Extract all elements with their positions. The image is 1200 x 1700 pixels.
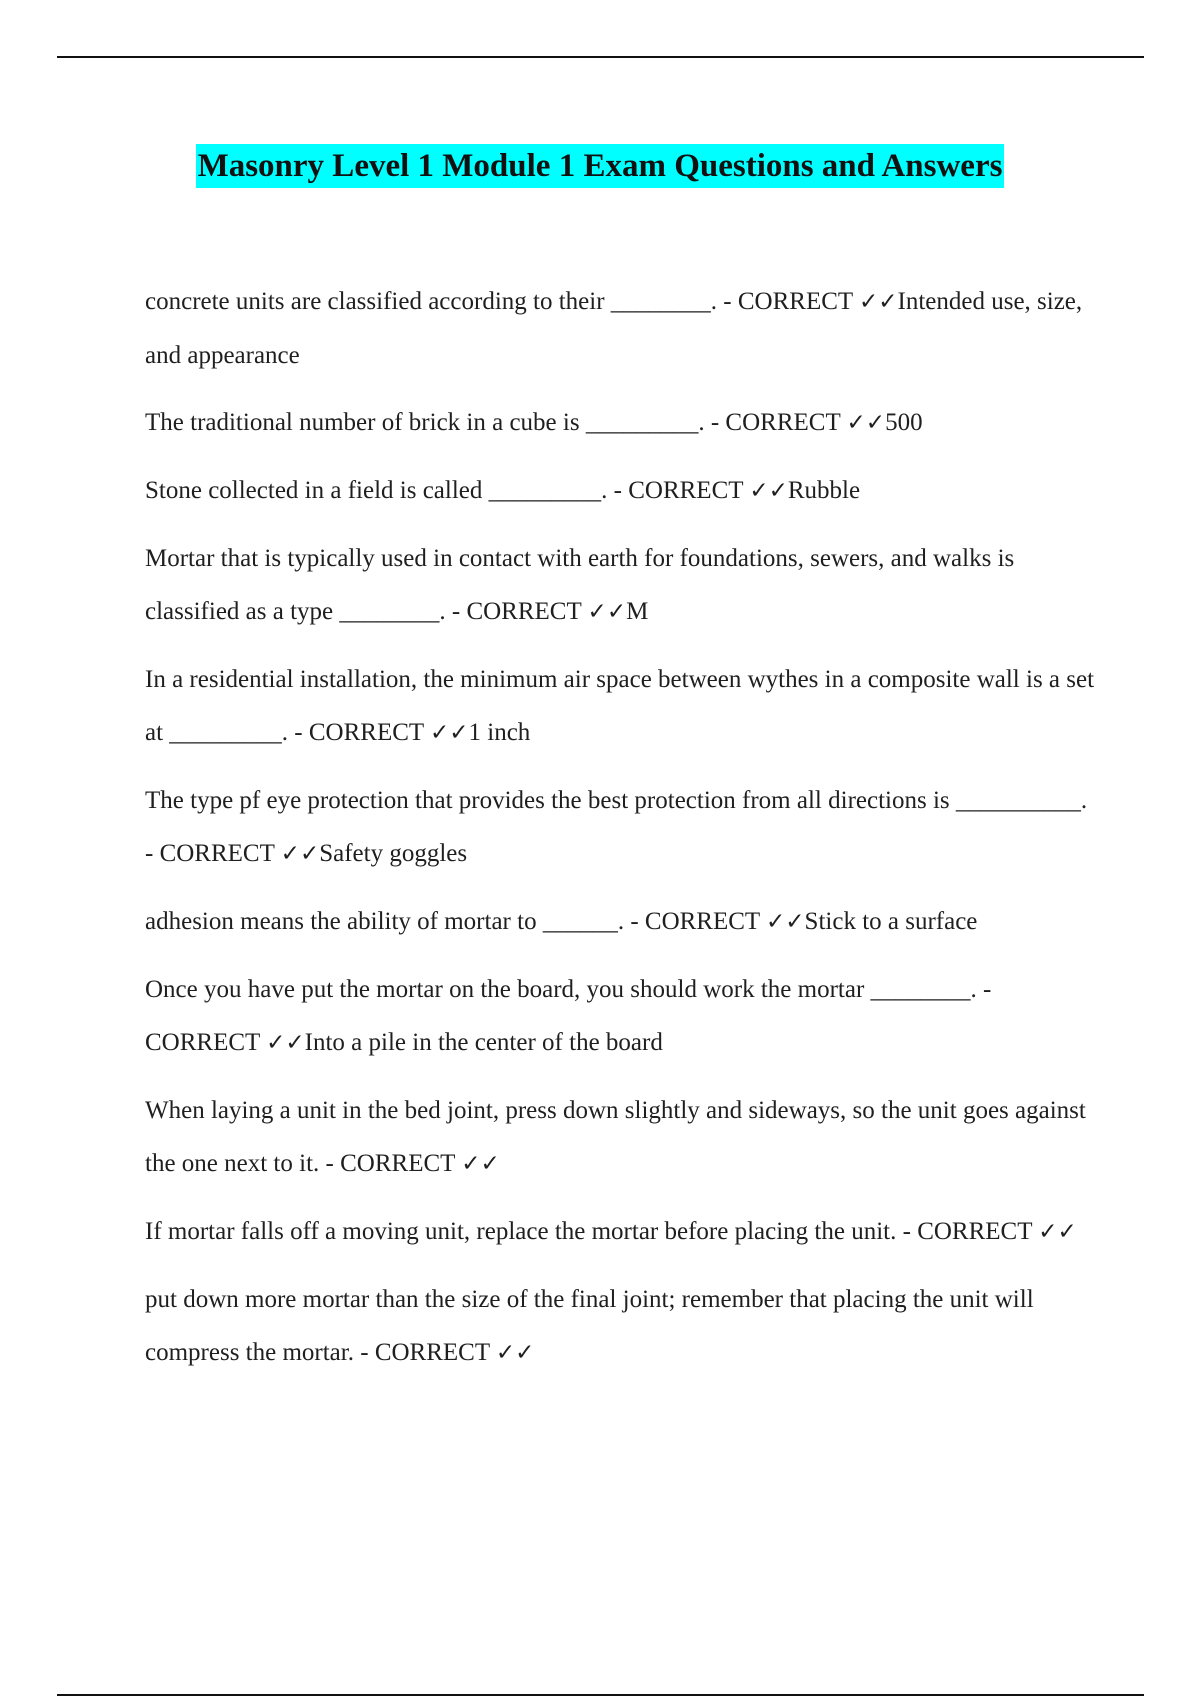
correct-label: CORRECT xyxy=(917,1218,1033,1245)
answer-text: 500 xyxy=(885,409,923,436)
qa-item-6 xyxy=(145,774,1097,881)
separator: - xyxy=(630,908,639,935)
qa-list xyxy=(145,275,1097,1394)
check-marks: ✓✓ xyxy=(429,720,469,746)
answer-text: Intended use, size, and appearance xyxy=(145,288,1083,369)
separator: - xyxy=(983,976,992,1003)
separator: - xyxy=(451,598,461,625)
correct-label: CORRECT xyxy=(145,1029,260,1056)
answer-text: 1 inch xyxy=(468,719,531,746)
correct-label: CORRECT xyxy=(628,477,744,504)
page-title: Masonry Level 1 Module 1 Exam Questions and Answers xyxy=(196,144,1005,188)
correct-label: CORRECT xyxy=(340,1150,455,1177)
correct-label: CORRECT xyxy=(737,288,853,315)
question-text: Stone collected in a field is called _________. xyxy=(145,477,608,504)
correct-label: CORRECT xyxy=(159,840,275,867)
separator: - xyxy=(902,1218,911,1245)
check-marks: ✓✓ xyxy=(266,1030,305,1056)
qa-item-1 xyxy=(145,275,1097,382)
check-marks: ✓✓ xyxy=(846,410,886,436)
question-text: concrete units are classified according to their ________. xyxy=(145,288,718,315)
answer-text: Stick to a surface xyxy=(804,908,978,935)
question-text: Once you have put the mortar on the board, you should work the mortar ________. xyxy=(145,976,977,1003)
question-text: If mortar falls off a moving unit, replace the mortar before placing the unit. xyxy=(145,1218,897,1245)
qa-item-8 xyxy=(145,963,1097,1070)
separator: - xyxy=(360,1339,369,1366)
check-marks: ✓✓ xyxy=(1038,1219,1077,1245)
answer-text: Safety goggles xyxy=(319,840,468,867)
check-marks: ✓✓ xyxy=(587,599,627,625)
correct-label: CORRECT xyxy=(308,719,424,746)
qa-item-3 xyxy=(145,464,1097,518)
separator: - xyxy=(145,840,154,867)
question-text: adhesion means the ability of mortar to ______. xyxy=(145,908,625,935)
separator: - xyxy=(710,409,720,436)
question-text: In a residential installation, the minimum air space between wythes in a composite wall is a set at _________. xyxy=(145,666,1095,746)
answer-text: M xyxy=(626,598,649,625)
check-marks: ✓✓ xyxy=(461,1151,500,1177)
qa-item-11 xyxy=(145,1273,1097,1380)
question-text: The traditional number of brick in a cube is _________. xyxy=(145,409,705,436)
check-marks: ✓✓ xyxy=(766,909,805,935)
question-text: When laying a unit in the bed joint, press down slightly and sideways, so the unit goes against the one next to it. xyxy=(145,1097,1086,1177)
answer-text: Rubble xyxy=(787,477,861,504)
qa-item-5 xyxy=(145,653,1097,760)
qa-item-2 xyxy=(145,396,1097,450)
separator: - xyxy=(723,288,732,315)
qa-item-7 xyxy=(145,895,1097,949)
qa-item-10 xyxy=(145,1205,1097,1259)
separator: - xyxy=(294,719,303,746)
separator: - xyxy=(613,477,622,504)
check-marks: ✓✓ xyxy=(858,289,898,315)
question-text: The type pf eye protection that provides the best protection from all directions is __________. xyxy=(145,787,1088,814)
separator: - xyxy=(325,1150,334,1177)
top-rule xyxy=(57,56,1144,58)
question-text: put down more mortar than the size of the final joint; remember that placing the unit will compress the mortar. xyxy=(145,1286,1034,1366)
answer-text: Into a pile in the center of the board xyxy=(304,1029,663,1056)
check-marks: ✓✓ xyxy=(495,1340,535,1366)
qa-item-4 xyxy=(145,532,1097,639)
check-marks: ✓✓ xyxy=(749,478,788,504)
correct-label: CORRECT xyxy=(725,409,841,436)
correct-label: CORRECT xyxy=(374,1339,490,1366)
title-container xyxy=(0,144,1200,188)
correct-label: CORRECT xyxy=(466,598,582,625)
bottom-rule xyxy=(57,1694,1144,1696)
correct-label: CORRECT xyxy=(644,908,760,935)
qa-item-9 xyxy=(145,1084,1097,1191)
question-text: Mortar that is typically used in contact with earth for foundations, sewers, and walks is classified as a type ________. xyxy=(145,545,1015,625)
check-marks: ✓✓ xyxy=(280,841,320,867)
